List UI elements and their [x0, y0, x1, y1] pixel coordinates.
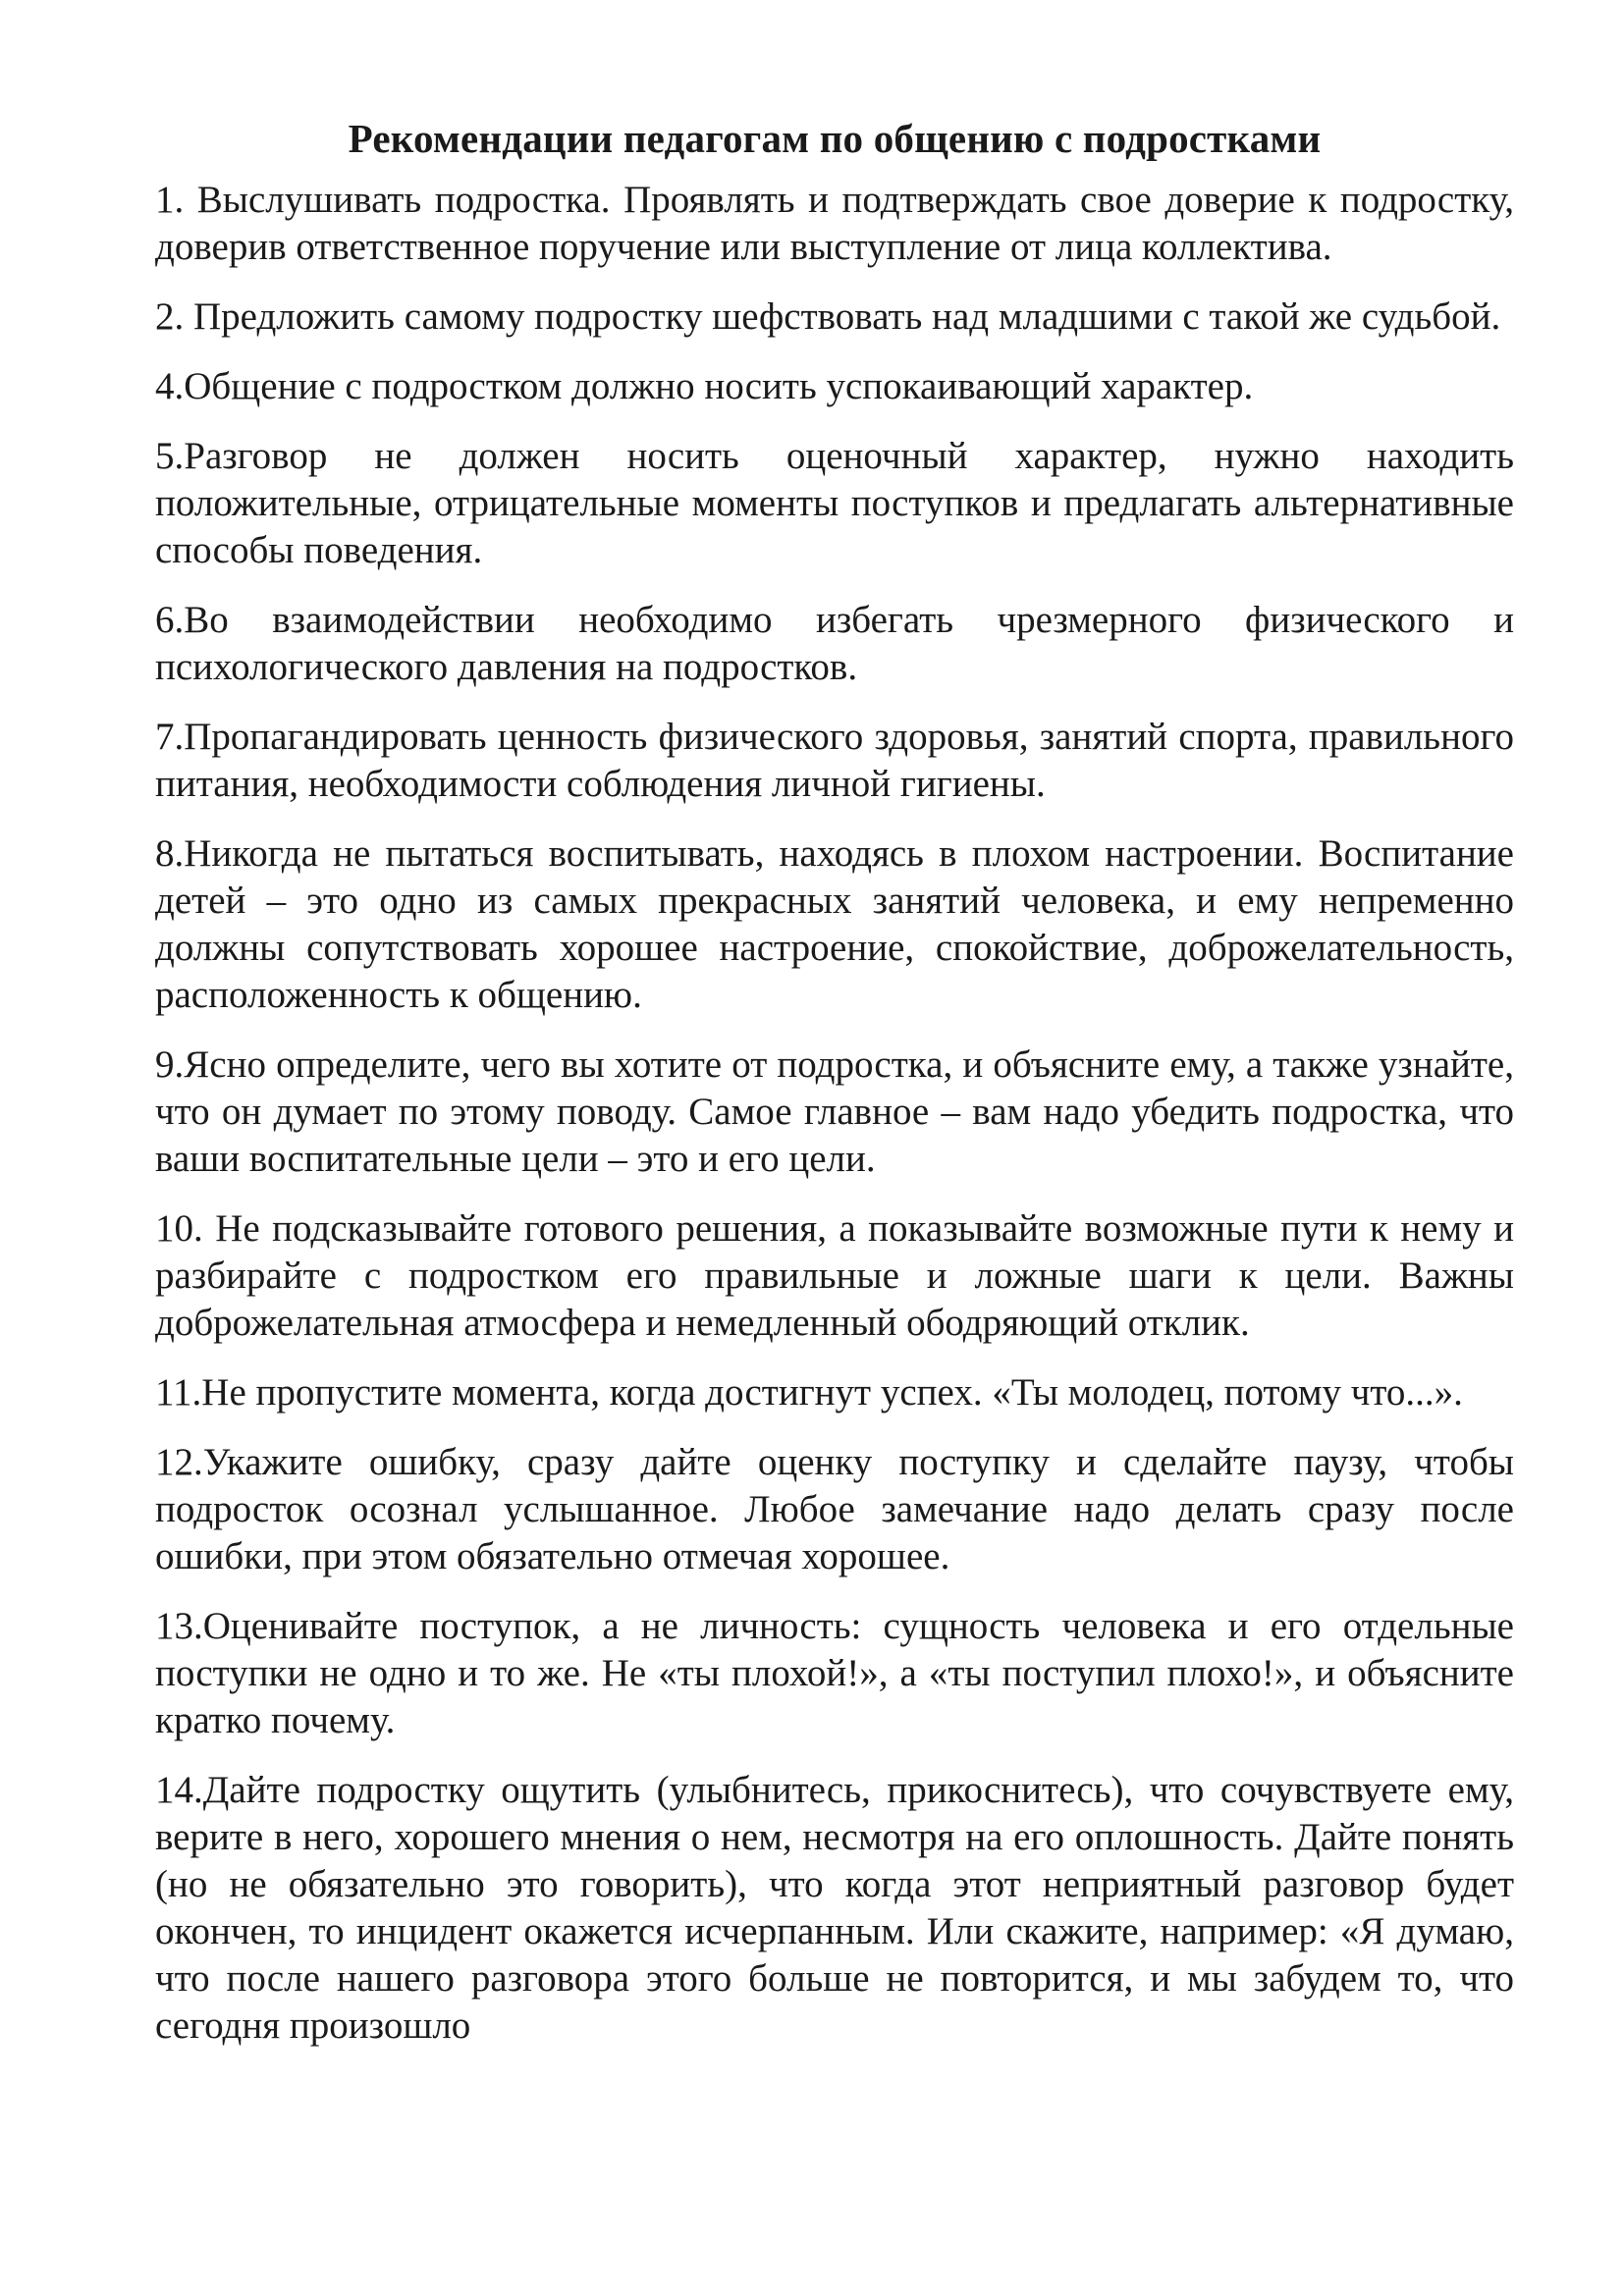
- recommendation-item: 13.Оценивайте поступок, а не личность: сущность человека и его отдельные поступки не одно и то же. Не «ты плохой!», а «ты поступил плохо!», и объясните кратко почему.: [155, 1605, 1514, 1741]
- recommendation-item: 1. Выслушивать подростка. Проявлять и подтверждать свое доверие к подростку, доверив ответственное поручение или выступление от лица коллектива.: [155, 179, 1514, 268]
- recommendation-item: 7.Пропагандировать ценность физического здоровья, занятий спорта, правильного питания, необходимости соблюдения личной гигиены.: [155, 716, 1514, 805]
- document-page: [155, 108, 1514, 2072]
- recommendation-item: 12.Укажите ошибку, сразу дайте оценку поступку и сделайте паузу, чтобы подросток осознал услышанное. Любое замечание надо делать сразу после ошибки, при этом обязательно отмечая хорошее.: [155, 1441, 1514, 1577]
- recommendation-item: 14.Дайте подростку ощутить (улыбнитесь, прикоснитесь), что сочувствуете ему, верите в него, хорошего мнения о нем, несмотря на его оплошность. Дайте понять (но не обязательно это говорить), что когда этот неприятный разговор будет окончен, то инцидент окажется исчерпанным. Или скажите, например: «Я думаю, что после нашего разговора этого больше не повторится, и мы забудем то, что сегодня произошло: [155, 1769, 1514, 2047]
- recommendation-item: 9.Ясно определите, чего вы хотите от подростка, и объясните ему, а также узнайте, что он думает по этому поводу. Самое главное – вам надо убедить подростка, что ваши воспитательные цели – это и его цели.: [155, 1043, 1514, 1180]
- recommendation-item: 4.Общение с подростком должно носить успокаивающий характер.: [155, 365, 1254, 407]
- page-title: Рекомендации педагогам по общению с подростками: [348, 116, 1322, 161]
- recommendation-item: 6.Во взаимодействии необходимо избегать чрезмерного физического и психологического давления на подростков.: [155, 599, 1514, 688]
- recommendation-item: 11.Не пропустите момента, когда достигнут успех. «Ты молодец, потому что...».: [155, 1371, 1463, 1414]
- recommendation-item: 5.Разговор не должен носить оценочный характер, нужно находить положительные, отрицательные моменты поступков и предлагать альтернативные способы поведения.: [155, 435, 1514, 571]
- recommendation-item: 8.Никогда не пытаться воспитывать, находясь в плохом настроении. Воспитание детей – это одно из самых прекрасных занятий человека, и ему непременно должны сопутствовать хорошее настроение, спокойствие, доброжелательность, расположенность к общению.: [155, 832, 1514, 1016]
- recommendation-item: 2. Предложить самому подростку шефствовать над младшими с такой же судьбой.: [155, 295, 1501, 338]
- recommendation-item: 10. Не подсказывайте готового решения, а показывайте возможные пути к нему и разбирайте с подростком его правильные и ложные шаги к цели. Важны доброжелательная атмосфера и немедленный ободряющий отклик.: [155, 1207, 1514, 1344]
